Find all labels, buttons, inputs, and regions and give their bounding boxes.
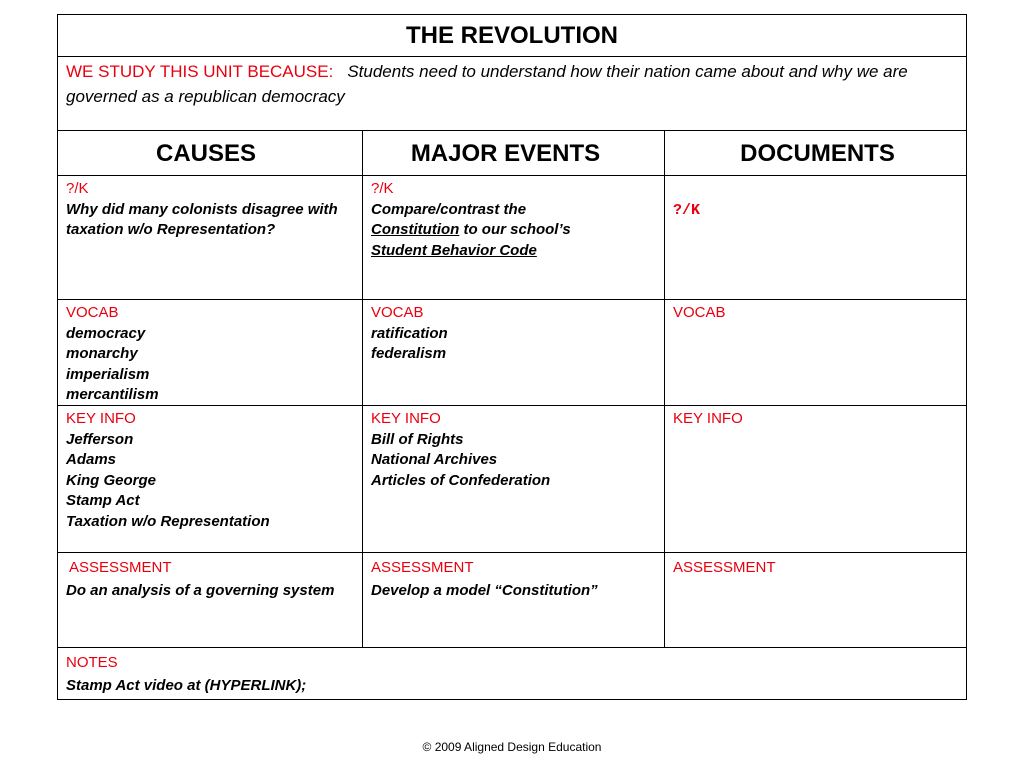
- student-behavior-code-text: Student Behavior Code: [371, 241, 537, 259]
- column-header-major-events: MAJOR EVENTS: [362, 131, 664, 175]
- assessment-causes-cell: [58, 553, 362, 647]
- page-title: THE REVOLUTION: [405, 22, 618, 49]
- key-info-label: KEY INFO: [66, 410, 136, 427]
- qk-events-text: to our school’s: [463, 221, 571, 238]
- qk-row: [58, 175, 966, 299]
- notes-cell: [58, 648, 966, 699]
- notes-text: Stamp Act video at (HYPERLINK);: [66, 677, 307, 694]
- key-info-label: KEY INFO: [673, 410, 743, 427]
- vocab-label: VOCAB: [673, 304, 726, 321]
- assessment-events-cell: [362, 553, 664, 647]
- qk-events-question: [371, 200, 656, 262]
- key-info-item: Adams: [66, 451, 117, 468]
- assessment-text: Do an analysis of a governing system: [66, 582, 335, 599]
- qk-causes-cell: [58, 176, 362, 299]
- assessment-text: Develop a model “Constitution”: [371, 582, 598, 599]
- vocab-term: mercantilism: [66, 386, 159, 403]
- assessment-label: ASSESSMENT: [673, 559, 776, 576]
- vocab-term: monarchy: [66, 345, 138, 362]
- vocab-label: VOCAB: [371, 304, 424, 321]
- qk-causes-question: Why did many colonists disagree with taxation w/o Representation?: [66, 200, 338, 238]
- vocab-term: imperialism: [66, 365, 150, 383]
- assessment-row: [58, 552, 966, 647]
- constitution-text: Constitution: [371, 221, 460, 238]
- qk-label: ?/K: [66, 180, 89, 197]
- vocab-events-cell: [362, 300, 664, 405]
- vocab-term: federalism: [371, 345, 447, 362]
- key-info-item: Taxation w/o Representation: [66, 512, 270, 530]
- key-info-item: National Archives: [371, 451, 498, 468]
- qk-events-text: Compare/contrast the: [371, 200, 527, 218]
- vocab-term: democracy: [66, 324, 146, 342]
- key-info-item: Articles of Confederation: [371, 471, 551, 489]
- qk-documents-cell: [664, 176, 966, 299]
- purpose-row: [58, 56, 966, 130]
- key-info-item: Bill of Rights: [371, 430, 464, 448]
- key-info-item: Jefferson: [66, 430, 134, 448]
- key-info-row: [58, 405, 966, 552]
- vocab-label: VOCAB: [66, 304, 119, 321]
- assessment-label: ASSESSMENT: [371, 559, 474, 576]
- column-header-causes: CAUSES: [155, 140, 257, 167]
- key-info-events-cell: [362, 406, 664, 552]
- vocab-documents-cell: [664, 300, 966, 405]
- column-header-row: [58, 130, 966, 175]
- unit-table: [57, 14, 967, 700]
- qk-label: ?/K: [371, 180, 394, 197]
- vocab-row: [58, 299, 966, 405]
- notes-label: NOTES: [66, 654, 118, 671]
- purpose-label: WE STUDY THIS UNIT BECAUSE:: [66, 62, 334, 81]
- key-info-item: Stamp Act: [66, 492, 140, 509]
- assessment-label: ASSESSMENT: [69, 559, 172, 576]
- copyright-footer: © 2009 Aligned Design Education: [422, 740, 602, 754]
- notes-row: [58, 647, 966, 699]
- vocab-term: ratification: [371, 324, 448, 342]
- key-info-label: KEY INFO: [371, 410, 441, 427]
- purpose-text: Students need to understand how their nation came about and why we are governed as a republican democracy: [66, 62, 908, 106]
- qk-events-cell: [362, 176, 664, 299]
- column-header-documents: DOCUMENTS: [664, 131, 966, 175]
- key-info-documents-cell: [664, 406, 966, 552]
- key-info-item: King George: [66, 471, 157, 489]
- vocab-causes-cell: [58, 300, 362, 405]
- qk-label: ?/K: [673, 202, 701, 219]
- key-info-causes-cell: [58, 406, 362, 552]
- assessment-documents-cell: [664, 553, 966, 647]
